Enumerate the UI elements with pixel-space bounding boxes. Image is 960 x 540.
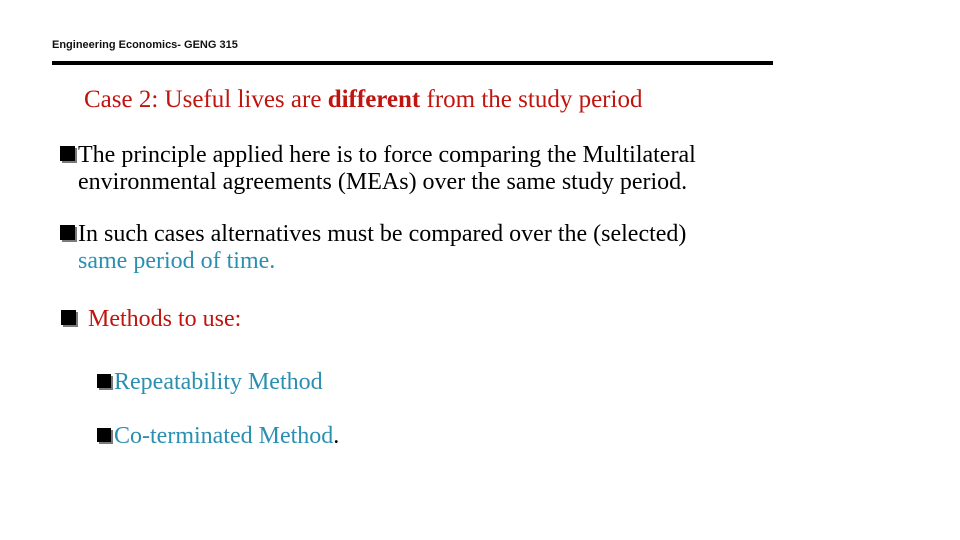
square-bullet-icon bbox=[60, 225, 75, 240]
bullet-text bbox=[78, 142, 696, 196]
header-divider bbox=[52, 61, 773, 65]
course-header: Engineering Economics- GENG 315 bbox=[52, 39, 238, 51]
bullet-line: In such cases alternatives must be compared over the (selected) bbox=[78, 221, 687, 247]
square-bullet-icon bbox=[60, 146, 75, 161]
bullet-methods bbox=[61, 306, 241, 333]
sub-bullet-text: Repeatability Method bbox=[114, 369, 323, 395]
sub-bullet-text: Co-terminated Method bbox=[114, 423, 334, 449]
square-bullet-icon bbox=[97, 428, 111, 442]
case-title bbox=[84, 86, 642, 114]
sub-bullet-repeatability bbox=[97, 369, 323, 396]
case-title-suffix: from the study period bbox=[420, 86, 643, 113]
bullet-text bbox=[78, 221, 686, 275]
case-title-prefix: Case 2: Useful lives are bbox=[84, 86, 328, 113]
square-bullet-icon bbox=[97, 374, 111, 388]
bullet-line: environmental agreements (MEAs) over the same study period. bbox=[78, 169, 688, 195]
bullet-alternatives bbox=[60, 221, 686, 275]
bullet-line: The principle applied here is to force comparing the Multilateral bbox=[78, 142, 696, 168]
square-bullet-icon bbox=[61, 310, 76, 325]
bullet-text: Methods to use: bbox=[88, 306, 242, 332]
sub-bullet-coterminated bbox=[97, 423, 339, 450]
bullet-line-highlight: same period of time. bbox=[78, 248, 276, 274]
sub-bullet-period: . bbox=[333, 423, 340, 449]
case-title-emphasis: different bbox=[327, 86, 421, 113]
bullet-principle bbox=[60, 142, 696, 196]
